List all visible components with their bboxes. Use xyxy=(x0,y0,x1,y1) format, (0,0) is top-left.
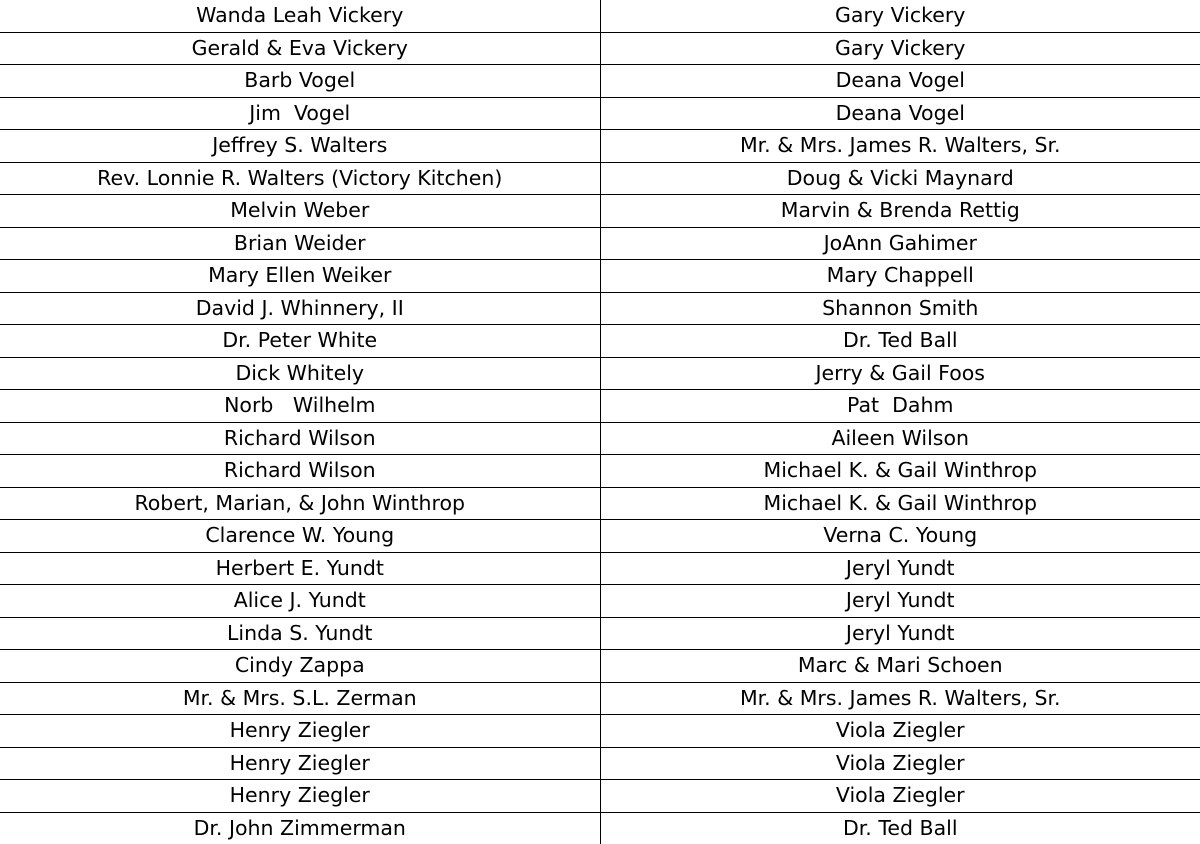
donor-name-cell: Viola Ziegler xyxy=(600,747,1200,780)
memorial-name-cell: Alice J. Yundt xyxy=(0,585,600,618)
table-row xyxy=(0,780,1200,813)
table-row xyxy=(0,292,1200,325)
memorial-name-cell: Henry Ziegler xyxy=(0,747,600,780)
memorial-name-cell: Rev. Lonnie R. Walters (Victory Kitchen) xyxy=(0,162,600,195)
donor-name-cell: Marvin & Brenda Rettig xyxy=(600,195,1200,228)
donor-name-cell: Jeryl Yundt xyxy=(600,617,1200,650)
donor-name-cell: Mr. & Mrs. James R. Walters, Sr. xyxy=(600,130,1200,163)
memorial-name-cell: Robert, Marian, & John Winthrop xyxy=(0,487,600,520)
table-row xyxy=(0,487,1200,520)
memorial-name-cell: Clarence W. Young xyxy=(0,520,600,553)
donor-name-cell: Mr. & Mrs. James R. Walters, Sr. xyxy=(600,682,1200,715)
donor-name-cell: Deana Vogel xyxy=(600,97,1200,130)
table-row xyxy=(0,585,1200,618)
table-row xyxy=(0,520,1200,553)
table-row xyxy=(0,65,1200,98)
table-row xyxy=(0,97,1200,130)
memorial-name-cell: Mr. & Mrs. S.L. Zerman xyxy=(0,682,600,715)
table-row xyxy=(0,357,1200,390)
memorial-name-cell: Dick Whitely xyxy=(0,357,600,390)
donor-name-cell: Jeryl Yundt xyxy=(600,552,1200,585)
table-row xyxy=(0,325,1200,358)
table-row xyxy=(0,0,1200,32)
table-row xyxy=(0,162,1200,195)
memorial-name-cell: Gerald & Eva Vickery xyxy=(0,32,600,65)
donor-name-cell: Marc & Mari Schoen xyxy=(600,650,1200,683)
table-row xyxy=(0,617,1200,650)
memorial-name-cell: David J. Whinnery, II xyxy=(0,292,600,325)
table-row xyxy=(0,650,1200,683)
memorial-name-cell: Linda S. Yundt xyxy=(0,617,600,650)
memorial-name-cell: Henry Ziegler xyxy=(0,715,600,748)
donor-name-cell: Gary Vickery xyxy=(600,0,1200,32)
memorial-name-cell: Herbert E. Yundt xyxy=(0,552,600,585)
donor-name-cell: Mary Chappell xyxy=(600,260,1200,293)
memorial-name-cell: Mary Ellen Weiker xyxy=(0,260,600,293)
donor-name-cell: Viola Ziegler xyxy=(600,715,1200,748)
memorial-name-cell: Jim Vogel xyxy=(0,97,600,130)
memorial-name-cell: Cindy Zappa xyxy=(0,650,600,683)
donor-name-cell: Dr. Ted Ball xyxy=(600,325,1200,358)
donor-name-cell: Viola Ziegler xyxy=(600,780,1200,813)
donor-name-cell: Jerry & Gail Foos xyxy=(600,357,1200,390)
memorial-name-cell: Richard Wilson xyxy=(0,422,600,455)
table-row xyxy=(0,552,1200,585)
donor-name-cell: Dr. Ted Ball xyxy=(842,815,958,840)
donor-name-cell: Shannon Smith xyxy=(600,292,1200,325)
table-row xyxy=(0,130,1200,163)
memorial-name-cell: Barb Vogel xyxy=(0,65,600,98)
memorial-name-cell: Norb Wilhelm xyxy=(0,390,600,423)
table-row xyxy=(0,455,1200,488)
table-row xyxy=(0,715,1200,748)
donor-name-cell: Jeryl Yundt xyxy=(600,585,1200,618)
memorial-name-cell: Henry Ziegler xyxy=(0,780,600,813)
donor-name-cell: Verna C. Young xyxy=(600,520,1200,553)
donor-name-cell: JoAnn Gahimer xyxy=(600,227,1200,260)
memorial-name-cell: Melvin Weber xyxy=(0,195,600,228)
table-row xyxy=(0,747,1200,780)
memorial-name-cell: Jeffrey S. Walters xyxy=(0,130,600,163)
donor-name-cell: Michael K. & Gail Winthrop xyxy=(600,455,1200,488)
table-row xyxy=(0,195,1200,228)
table-row xyxy=(0,812,1200,844)
table-row xyxy=(0,422,1200,455)
table-row xyxy=(0,390,1200,423)
table-row xyxy=(0,32,1200,65)
donor-name-cell: Doug & Vicki Maynard xyxy=(600,162,1200,195)
memorial-name-cell: Brian Weider xyxy=(0,227,600,260)
donor-name-cell: Michael K. & Gail Winthrop xyxy=(600,487,1200,520)
memorial-name-cell: Wanda Leah Vickery xyxy=(0,0,600,32)
memorial-name-cell: Dr. John Zimmerman xyxy=(0,812,600,844)
donor-name-cell: Gary Vickery xyxy=(600,32,1200,65)
table-row xyxy=(0,260,1200,293)
table-row xyxy=(0,682,1200,715)
donor-name-cell: Aileen Wilson xyxy=(600,422,1200,455)
memorial-name-cell: Dr. Peter White xyxy=(0,325,600,358)
donor-name-cell: Pat Dahm xyxy=(600,390,1200,423)
memorial-name-cell: Richard Wilson xyxy=(0,455,600,488)
donor-name-cell: Deana Vogel xyxy=(600,65,1200,98)
table-row xyxy=(0,227,1200,260)
